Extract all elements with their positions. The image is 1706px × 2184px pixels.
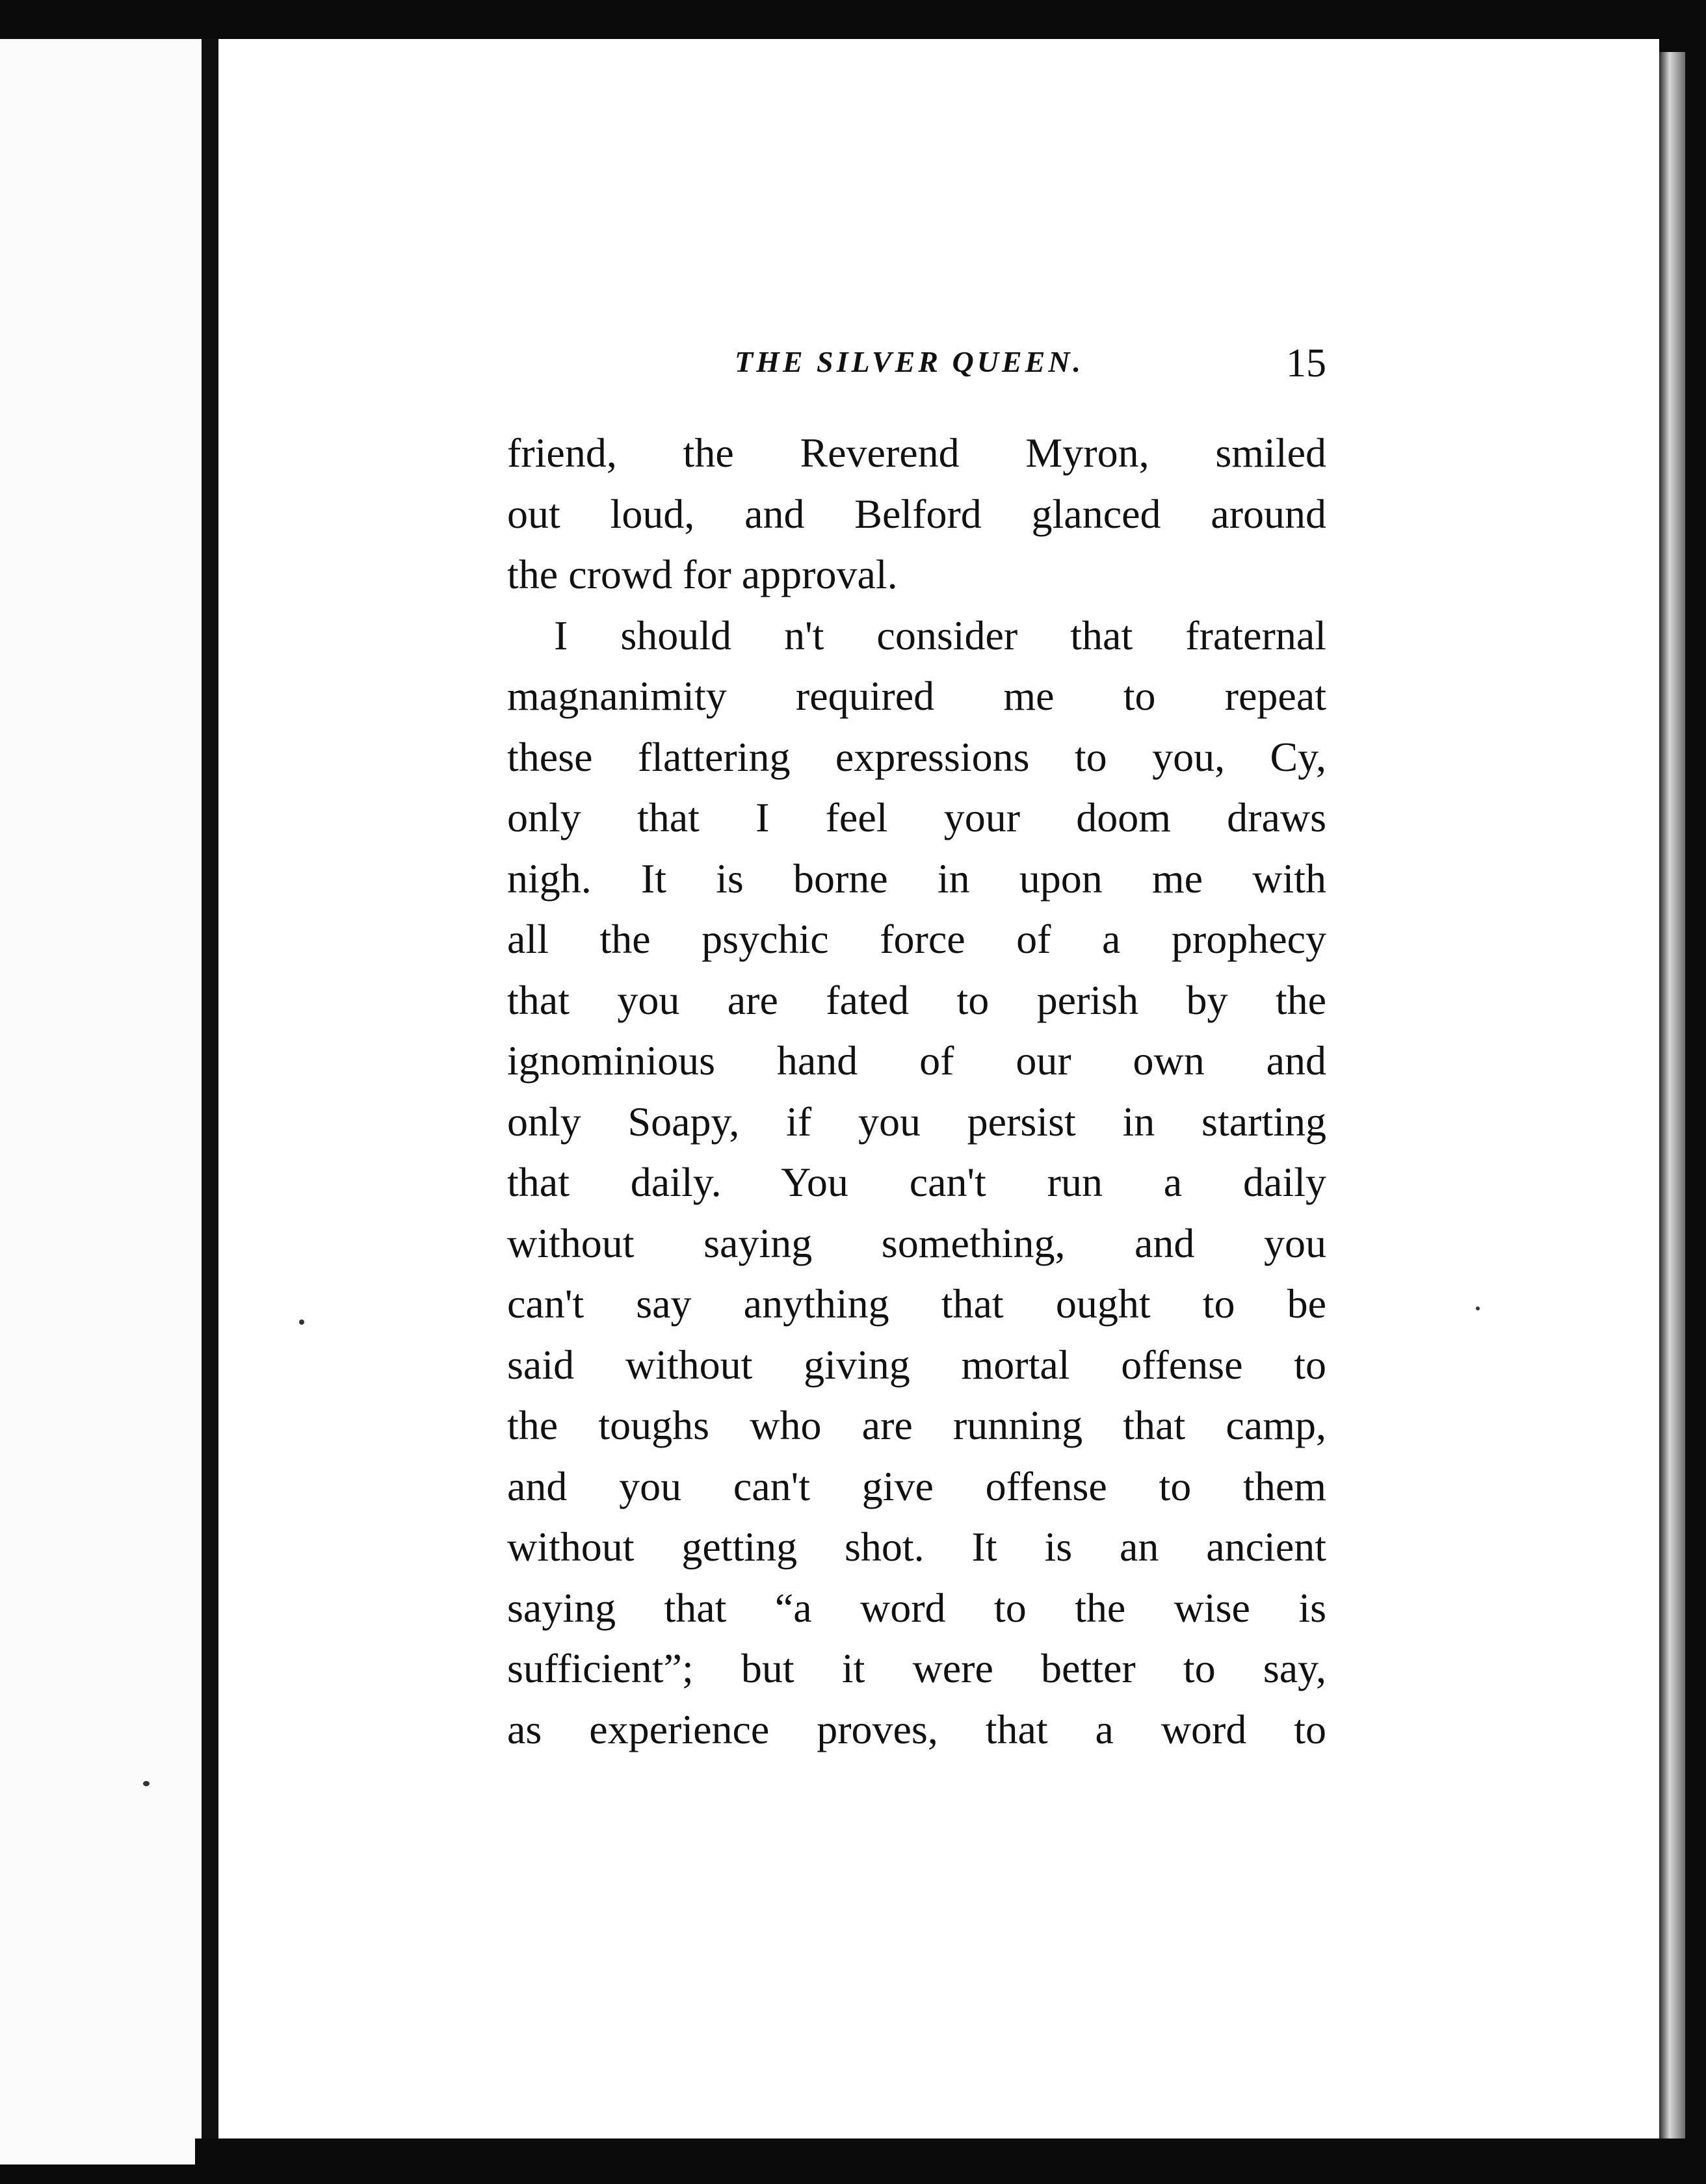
text-line: as experience proves, that a word to: [507, 1706, 1326, 1752]
text-line: that daily. You can't run a daily: [507, 1159, 1326, 1205]
left-page-edge: [0, 39, 202, 2164]
dust-speck: [143, 1781, 150, 1786]
text-line: that you are fated to perish by the: [507, 976, 1326, 1023]
running-title: THE SILVER QUEEN.: [735, 345, 1084, 378]
text-line: only that I feel your doom draws: [507, 794, 1326, 840]
text-line: the crowd for approval.: [507, 551, 898, 597]
text-line: sufficient”; but it were better to say,: [507, 1645, 1326, 1691]
text-line: the toughs who are running that camp,: [507, 1402, 1326, 1448]
text-line: without saying something, and you: [507, 1219, 1326, 1266]
text-line: friend, the Reverend Myron, smiled: [507, 430, 1326, 476]
text-line: saying that “a word to the wise is: [507, 1584, 1326, 1631]
book-gutter: [202, 39, 218, 2164]
text-line: ignominious hand of our own and: [507, 1037, 1326, 1084]
text-line: and you can't give offense to them: [507, 1462, 1326, 1509]
body-text: [507, 422, 1326, 1760]
running-head: [735, 341, 1326, 385]
text-line: I should n't consider that fraternal: [554, 612, 1326, 658]
text-line: nigh. It is borne in upon me with: [507, 855, 1326, 902]
text-line: all the psychic force of a prophecy: [507, 916, 1326, 962]
text-line: these flattering expressions to you, Cy,: [507, 733, 1326, 780]
text-line: without getting shot. It is an ancient: [507, 1524, 1326, 1570]
text-line: magnanimity required me to repeat: [507, 673, 1326, 719]
dust-speck: [1476, 1306, 1480, 1310]
text-line: out loud, and Belford glanced around: [507, 490, 1326, 537]
bottom-border: [195, 2138, 1690, 2184]
page-number: 15: [1286, 341, 1326, 385]
dust-speck: [299, 1320, 304, 1325]
text-line: can't say anything that ought to be: [507, 1280, 1326, 1327]
page-edge: [1659, 52, 1685, 2152]
text-line: only Soapy, if you persist in starting: [507, 1098, 1326, 1145]
text-line: said without giving mortal offense to: [507, 1341, 1326, 1388]
